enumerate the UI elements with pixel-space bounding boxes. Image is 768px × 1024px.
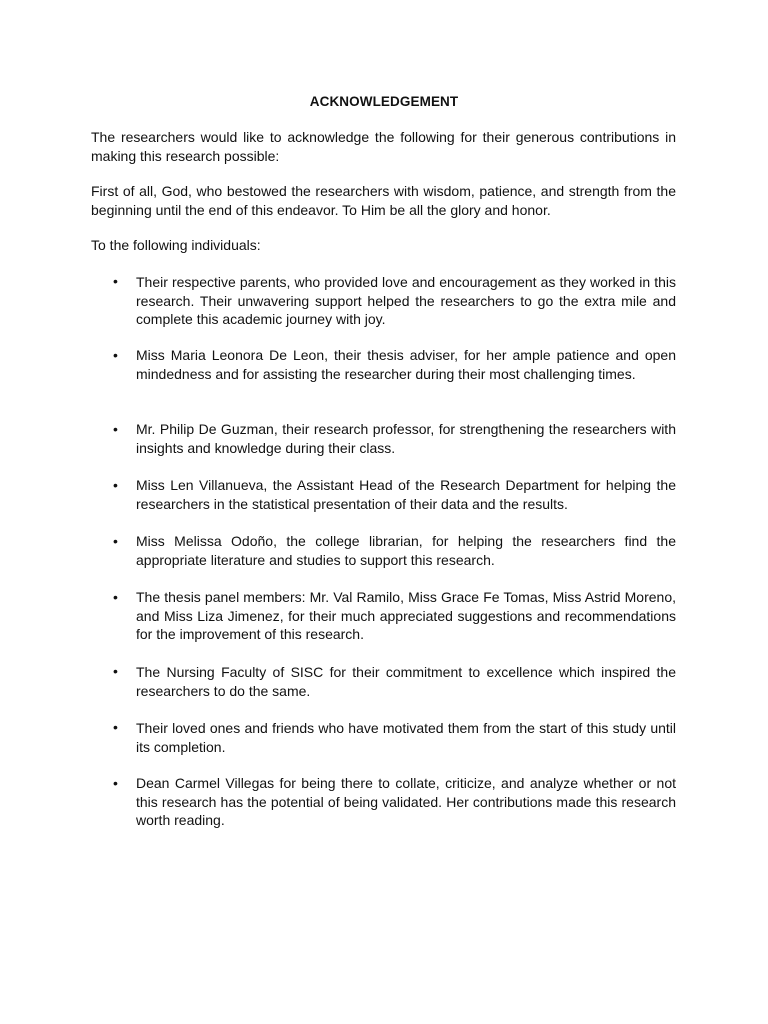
god-paragraph: First of all, God, who bestowed the researchers with wisdom, patience, and strength from the beginning until the end of this endeavor. To Him be all the glory and honor.: [91, 183, 676, 218]
bullet-icon: •: [113, 477, 118, 493]
list-item-text: Mr. Philip De Guzman, their research professor, for strengthening the researchers with insights and knowledge during their class.: [136, 421, 676, 456]
page-title: ACKNOWLEDGEMENT: [309, 94, 459, 109]
bullet-icon: •: [113, 347, 118, 363]
list-item-text: Miss Len Villanueva, the Assistant Head of the Research Department for helping the researchers in the statistical presentation of their data and the results.: [136, 477, 676, 512]
bullet-icon: •: [113, 719, 118, 735]
list-item-text: The Nursing Faculty of SISC for their commitment to excellence which inspired the researchers to do the same.: [136, 664, 676, 699]
individuals-lead-in: To the following individuals:: [91, 237, 261, 253]
bullet-icon: •: [113, 273, 118, 289]
bullet-icon: •: [113, 421, 118, 437]
bullet-icon: •: [113, 663, 118, 679]
list-item-text: Their loved ones and friends who have motivated them from the start of this study until its completion.: [136, 720, 676, 755]
list-item-text: The thesis panel members: Mr. Val Ramilo, Miss Grace Fe Tomas, Miss Astrid Moreno, and Miss Liza Jimenez, for their much appreciated suggestions and recommendations for the improvement of this research.: [136, 589, 676, 642]
intro-paragraph: The researchers would like to acknowledge the following for their generous contributions in making this research possible:: [91, 129, 676, 164]
bullet-icon: •: [113, 775, 118, 791]
list-item-text: Their respective parents, who provided love and encouragement as they worked in this research. Their unwavering support helped the researchers to go the extra mile and complete this academic journey with joy.: [136, 274, 676, 327]
list-item-text: Miss Melissa Odoño, the college librarian, for helping the researchers find the appropriate literature and studies to support this research.: [136, 533, 676, 568]
list-item-text: Dean Carmel Villegas for being there to collate, criticize, and analyze whether or not this research has the potential of being validated. Her contributions made this research worth reading.: [136, 775, 676, 828]
bullet-icon: •: [113, 589, 118, 605]
list-item-text: Miss Maria Leonora De Leon, their thesis adviser, for her ample patience and open mindedness and for assisting the researcher during their most challenging times.: [136, 347, 676, 382]
bullet-icon: •: [113, 533, 118, 549]
